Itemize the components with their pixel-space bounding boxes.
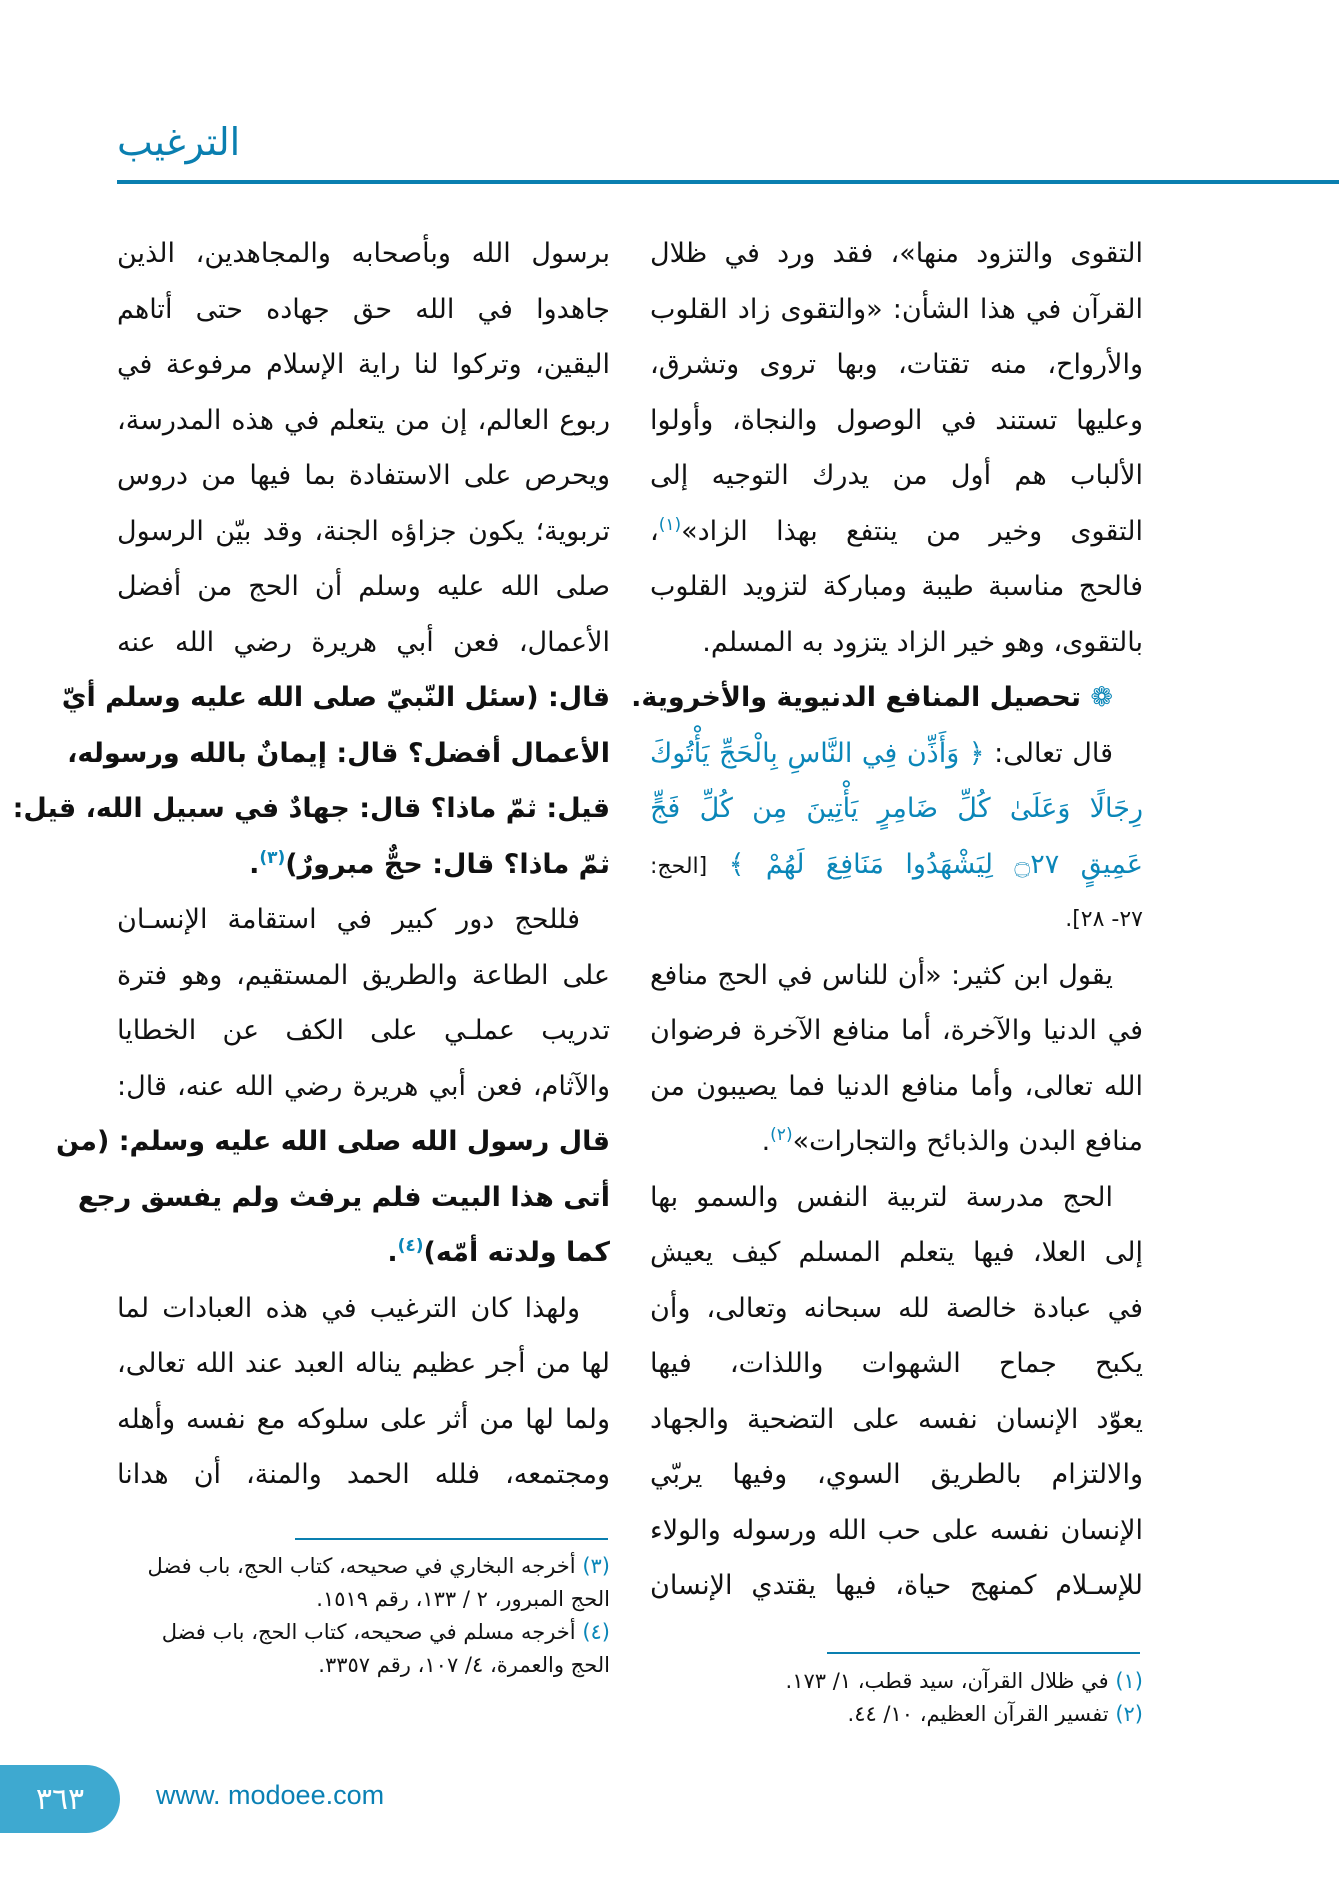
text-line: يقول ابن كثير: «أن للناس في الحج منافع — [650, 959, 1113, 991]
right-column — [631, 226, 1143, 1614]
footnote — [117, 1550, 610, 1616]
text-line: جاهدوا في الله حق جهاده حتى أتاهم — [117, 293, 610, 325]
text-line: الله تعالى، وأما منافع الدنيا فما يصيبون من — [650, 1070, 1143, 1102]
footnote-text: أخرجه مسلم في صحيحه، كتاب الحج، باب فضل الحج والعمرة، ٤/ ١٠٧، رقم ٣٣٥٧. — [161, 1620, 610, 1677]
hadith-line: قال رسول الله صلى الله عليه وسلم: (من — [55, 1126, 610, 1157]
text-line: ومجتمعه، فلله الحمد والمنة، أن هدانا — [117, 1459, 610, 1490]
quran-line — [650, 837, 1143, 893]
text-line: صلى الله عليه وسلم أن الحج من أفضل — [117, 571, 610, 602]
hadith-line: كما ولدته أمّه)$^{(٤)}$. — [387, 1236, 610, 1268]
chapter-title: الترغيب — [117, 120, 241, 164]
footnote-ref[interactable]: (٣) — [259, 847, 286, 868]
text-line: فالحج مناسبة طيبة ومباركة لتزويد القلوب — [650, 571, 1143, 602]
text-line: في الدنيا والآخرة، أما منافع الآخرة فرضوان — [650, 1015, 1143, 1046]
text-line: لها من أجر عظيم يناله العبد عند الله تعالى، — [117, 1348, 610, 1379]
text-line: تدريب عملـي على الكف عن الخطايا — [117, 1015, 610, 1046]
hadith-line: قيل: ثمّ ماذا؟ قال: جهادٌ في سبيل الله، قيل: — [12, 793, 610, 824]
text-line: والآثام، فعن أبي هريرة رضي الله عنه، قال: — [117, 1070, 610, 1102]
line-text: منافع البدن والذبائح والتجارات» — [792, 1126, 1143, 1157]
text-line: تربوية؛ يكون جزاؤه الجنة، وقد بيّن الرسول — [117, 515, 610, 547]
footnote-ref[interactable]: (١) — [658, 514, 682, 535]
quote-intro: قال تعالى: — [994, 737, 1113, 769]
footnotes-right — [650, 1665, 1143, 1731]
text-line: الألباب هم أول من يدرك التوجيه إلى — [650, 460, 1143, 491]
text-line: في عبادة خالصة لله سبحانه وتعالى، وأن — [650, 1292, 1143, 1324]
text-line: يكبح جماح الشهوات واللذات، فيها — [650, 1348, 1143, 1379]
text-line: الأعمال، فعن أبي هريرة رضي الله عنه — [117, 626, 610, 658]
hadith-line: قال: (سئل النّبيّ صلى الله عليه وسلم أيّ — [61, 682, 610, 713]
page-number-badge — [0, 1765, 120, 1833]
hadith-line: ثمّ ماذا؟ قال: حجٌّ مبرورٌ)$^{(٣)}$. — [249, 847, 610, 880]
page-number: ٣٦٣ — [35, 1781, 85, 1817]
text-line: إلى العلا، فيها يتعلم المسلم كيف يعيش — [650, 1237, 1143, 1268]
line-text: ثمّ ماذا؟ قال: حجٌّ مبرورٌ) — [285, 848, 610, 880]
surah-ref: [الحج: — [650, 853, 708, 879]
text-line: ولهذا كان الترغيب في هذه العبادات لما — [117, 1292, 580, 1324]
line-text: كما ولدته أمّه) — [423, 1237, 610, 1268]
left-column — [12, 226, 610, 1503]
footnote-number: (٢) — [1115, 1702, 1143, 1726]
text-line: على الطاعة والطريق المستقيم، وهو فترة — [117, 959, 610, 991]
line-text: التقوى وخير من ينتفع بهذا الزاد» — [681, 515, 1143, 547]
footnotes-left — [117, 1550, 610, 1682]
footnote — [650, 1698, 1143, 1731]
footnote-number: (٤) — [582, 1620, 610, 1644]
text-line: ولما لها من أثر على سلوكه مع نفسه وأهله — [117, 1403, 610, 1435]
footnote-text: تفسير القرآن العظيم، ١٠/ ٤٤. — [847, 1702, 1109, 1726]
text-line: بالتقوى، وهو خير الزاد يتزود به المسلم. — [702, 626, 1143, 658]
website-link[interactable]: www. modoee.com — [156, 1780, 385, 1810]
text-line: التقوى وخير من ينتفع بهذا الزاد»$^{(١)}$، — [650, 514, 1143, 547]
footnote — [650, 1665, 1143, 1698]
section-heading — [631, 670, 1143, 726]
footnote-ref[interactable]: (٤) — [397, 1236, 424, 1256]
text-line: ويحرص على الاستفادة بما فيها من دروس — [117, 460, 610, 491]
verse-numbers: ٢٧- ٢٨]. — [1065, 907, 1143, 932]
text-line: يعوّد الإنسان نفسه على التضحية والجهاد — [650, 1403, 1143, 1435]
heading-text: تحصيل المنافع الدنيوية والأخروية. — [631, 682, 1081, 713]
footnote-text: في ظلال القرآن، سيد قطب، ١/ ١٧٣. — [785, 1669, 1109, 1693]
quran-text: ﴿ وَأَذِّن فِي النَّاسِ بِالْحَجِّ يَأْتُوكَ — [650, 737, 985, 769]
footnote-text: أخرجه البخاري في صحيحه، كتاب الحج، باب فضل الحج المبرور، ٢ / ١٣٣، رقم ١٥١٩. — [147, 1554, 610, 1611]
text-line: الحج مدرسة لتربية النفس والسمو بها — [650, 1181, 1113, 1213]
text-line: والالتزام بالطريق السوي، وفيها يربّي — [650, 1459, 1143, 1490]
hadith-line: أتى هذا البيت فلم يرفث ولم يفسق رجع — [77, 1181, 610, 1213]
text-line: وعليها تستند في الوصول والنجاة، وأولوا — [650, 404, 1143, 436]
footnote-number: (٣) — [582, 1554, 610, 1578]
text-line: والأرواح، منه تقتات، وبها تروى وتشرق، — [650, 349, 1143, 380]
flower-ornament-icon: ❁ — [1090, 682, 1113, 713]
footnote-separator — [827, 1652, 1140, 1654]
text-line: اليقين، وتركوا لنا راية الإسلام مرفوعة في — [117, 349, 610, 380]
text-line: برسول الله وبأصحابه والمجاهدين، الذين — [117, 238, 610, 269]
footnote-separator — [295, 1538, 608, 1540]
quran-line: رِجَالًا وَعَلَىٰ كُلِّ ضَامِرٍ يَأْتِينَ مِن كُلِّ فَجٍّ — [650, 793, 1143, 824]
footnote-number: (١) — [1115, 1669, 1143, 1693]
quran-line — [650, 726, 1143, 782]
text-line: التقوى والتزود منها»، فقد ورد في ظلال — [650, 238, 1143, 269]
header-rule — [117, 180, 1339, 184]
footnote — [117, 1616, 610, 1682]
text-line: فللحج دور كبير في استقامة الإنسـان — [117, 904, 580, 935]
text-line: الإنسان نفسه على حب الله ورسوله والولاء — [650, 1514, 1143, 1546]
quran-text: عَمِيقٍ ۝٢٧ لِيَشْهَدُوا مَنَافِعَ لَهُمْ ﴾ — [728, 848, 1143, 880]
hadith-line: الأعمال أفضل؟ قال: إيمانٌ بالله ورسوله، — [67, 737, 610, 769]
footnote-ref[interactable]: (٢) — [770, 1125, 793, 1145]
text-line: ربوع العالم، إن من يتعلم في هذه المدرسة، — [117, 404, 610, 436]
text-line: للإسـلام كمنهج حياة، فيها يقتدي الإنسان — [650, 1570, 1143, 1601]
text-line: القرآن في هذا الشأن: «والتقوى زاد القلوب — [650, 293, 1143, 325]
text-line: منافع البدن والذبائح والتجارات»$^{(٢)}$. — [761, 1125, 1143, 1157]
